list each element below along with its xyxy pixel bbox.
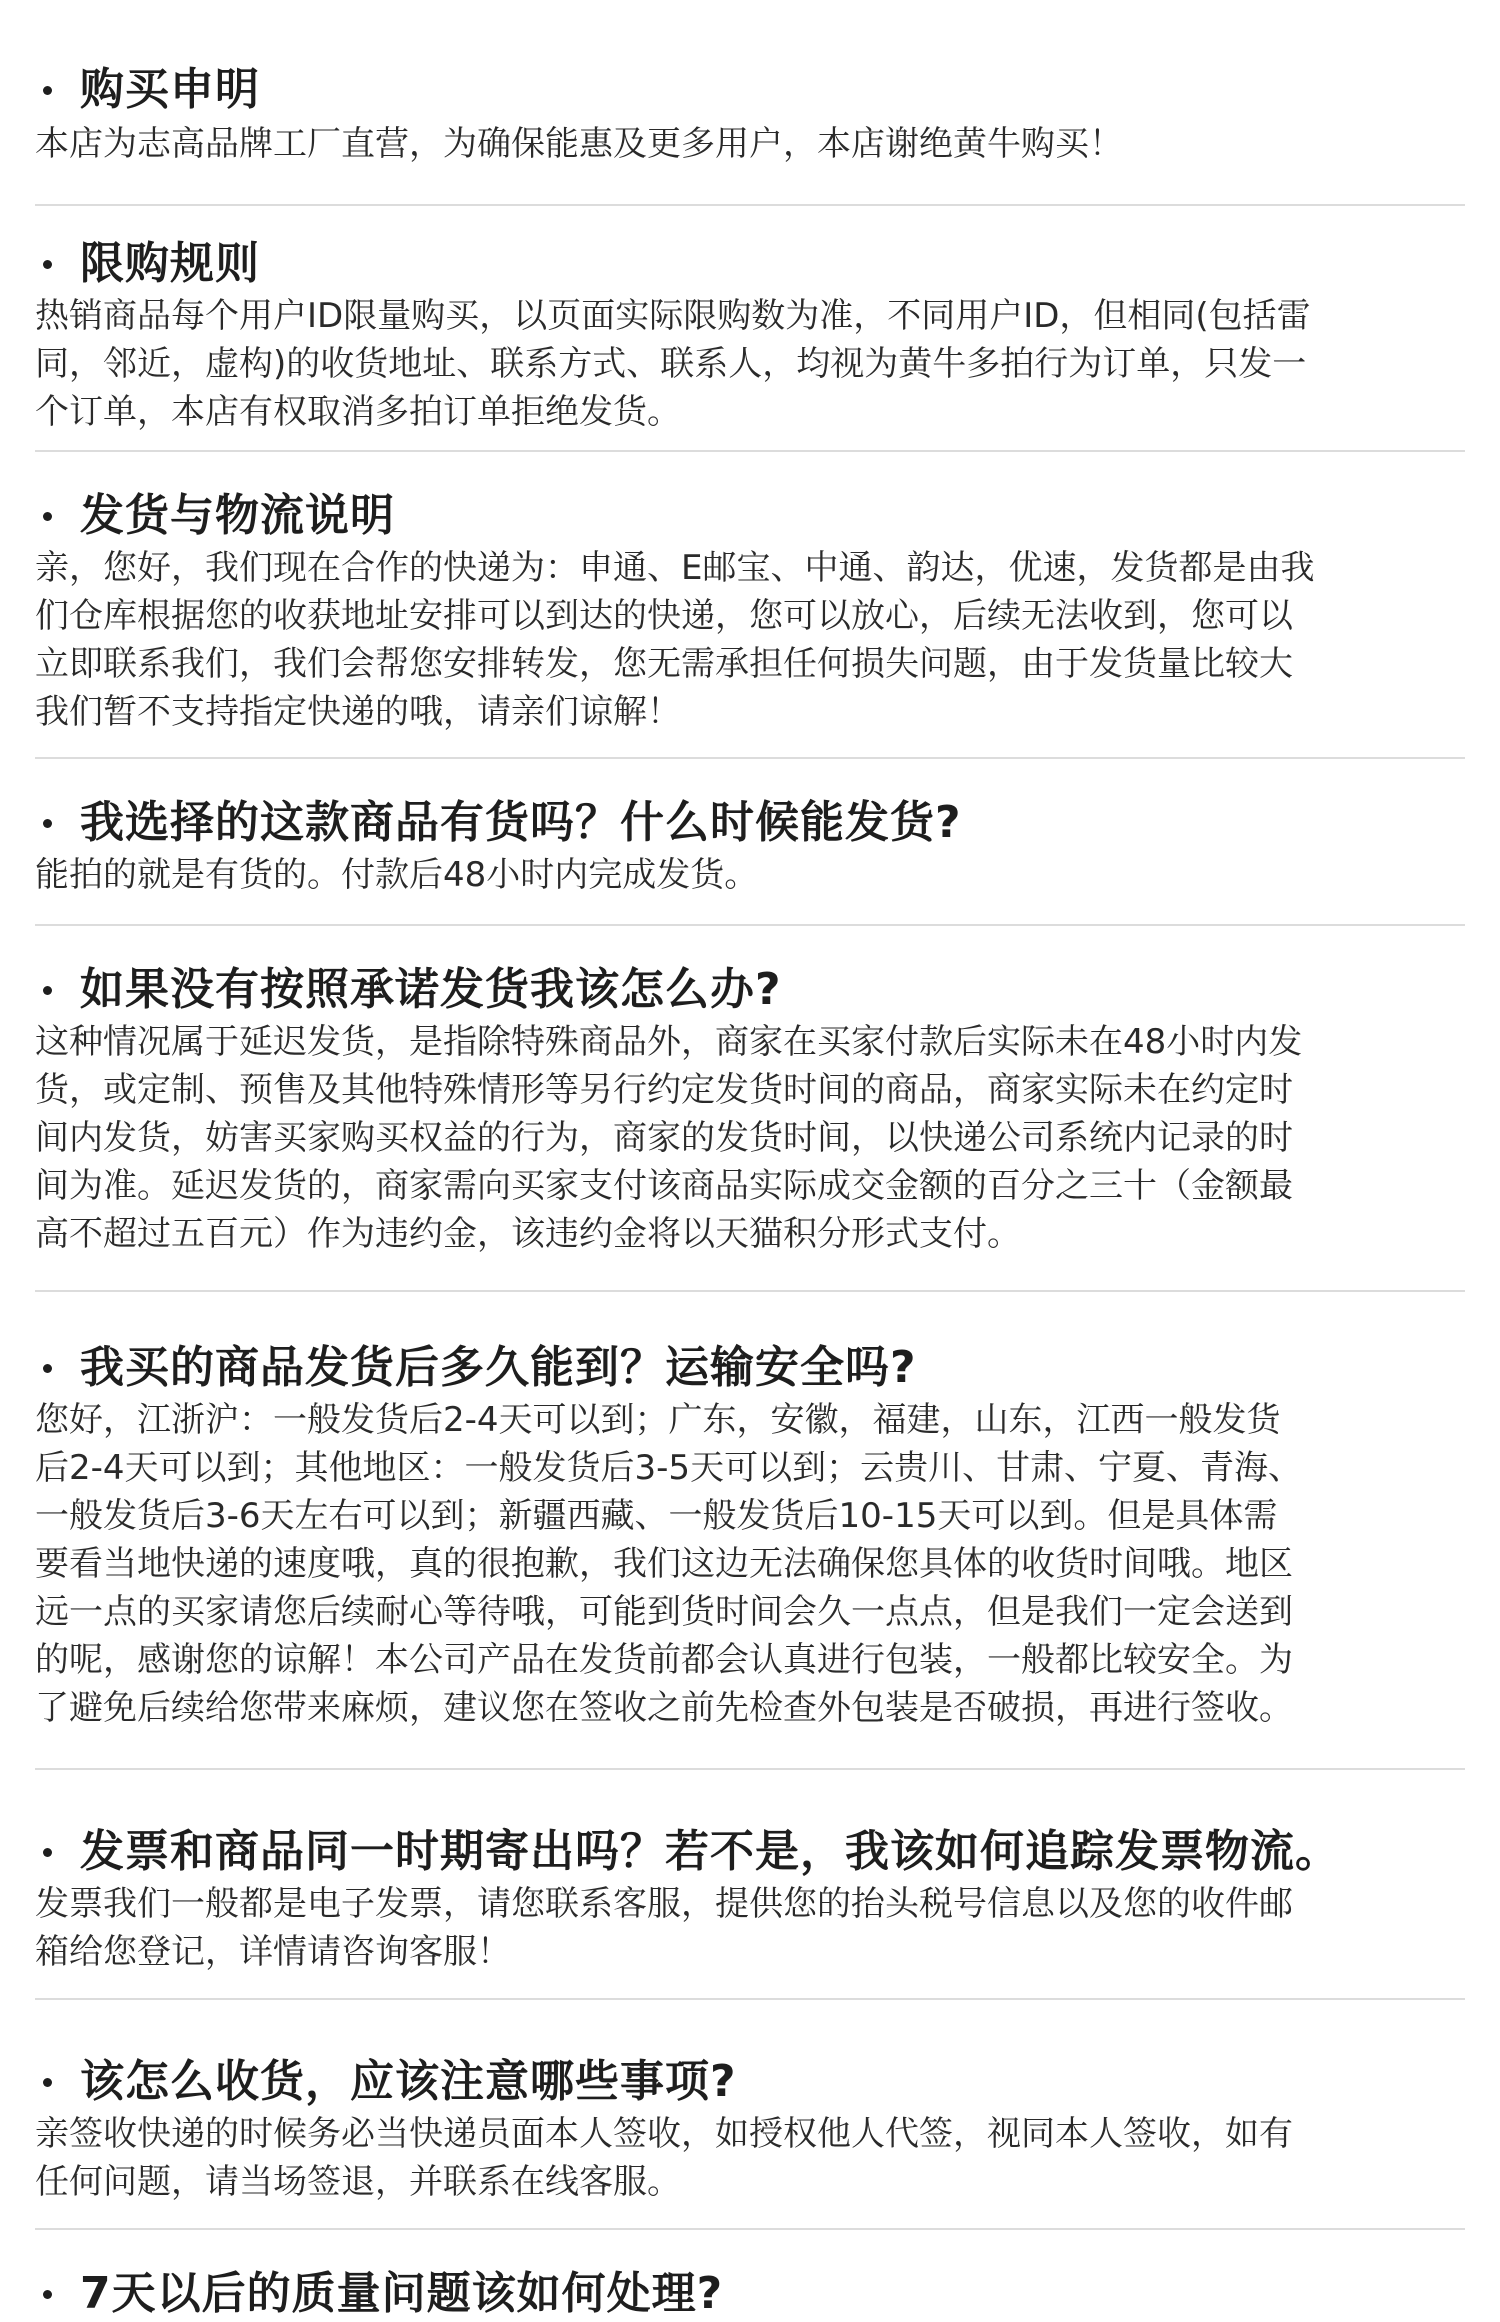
section-title: 发票和商品同一时期寄出吗？若不是，我该如何追踪发票物流。	[80, 1826, 1340, 1877]
bullet-dot	[43, 819, 52, 828]
section-title: 该怎么收货，应该注意哪些事项?	[80, 2056, 737, 2107]
section-heading	[35, 1340, 1465, 1396]
bullet-dot	[43, 512, 52, 521]
faq-section-quality-issues	[35, 2230, 1465, 2322]
section-title: 购买申明	[80, 64, 260, 115]
section-heading	[35, 236, 1465, 292]
faq-section-late-shipping	[35, 926, 1465, 1292]
faq-section-purchase-statement	[35, 0, 1465, 206]
section-body: 本店为志高品牌工厂直营，为确保能惠及更多用户，本店谢绝黄牛购买！	[35, 124, 1123, 164]
faq-section-purchase-limit	[35, 206, 1465, 452]
faq-section-stock	[35, 759, 1465, 926]
section-body: 您好，江浙沪：一般发货后2-4天可以到；广东，安徽，福建，山东，江西一般发货 后2-4天可以到；其他地区：一般发货后3-5天可以到；云贵川、甘肃、宁夏、青海、 一般发货后3-6天左右可以到；新疆西藏、一般发货后10-15天可以到。但是具体需 要看当地快递的速度哦，真的很抱歉，我们这边无法确保您具体的收货时间哦。地区 远一点的买家请您后续耐心等待哦，可能到货时间会久一点点，但是我们一定会送到 的呢，感谢您的谅解！本公司产品在发货前都会认真进行包装，一般都比较安全。为 了避免后续给您带来麻烦，建议您在签收之前先检查外包装是否破损，再进行签收。	[35, 1400, 1303, 1728]
section-body: 亲签收快递的时候务必当快递员面本人签收，如授权他人代签，视同本人签收，如有 任何问题，请当场签退，并联系在线客服。	[35, 2114, 1293, 2202]
bullet-dot	[43, 1364, 52, 1373]
section-body: 能拍的就是有货的。付款后48小时内完成发货。	[35, 855, 759, 895]
faq-section-receiving	[35, 2000, 1465, 2230]
section-body: 热销商品每个用户ID限量购买，以页面实际限购数为准，不同用户ID，但相同(包括雷 同，邻近，虚构)的收货地址、联系方式、联系人，均视为黄牛多拍行为订单，只发一 个订单，本店有权取消多拍订单拒绝发货。	[35, 296, 1311, 432]
section-body: 这种情况属于延迟发货，是指除特殊商品外，商家在买家付款后实际未在48小时内发 货，或定制、预售及其他特殊情形等另行约定发货时间的商品，商家实际未在约定时 间内发货，妨害买家购买权益的行为，商家的发货时间，以快递公司系统内记录的时 间为准。延迟发货的，商家需向买家支付该商品实际成交金额的百分之三十（金额最 高不超过五百元）作为违约金，该违约金将以天猫积分形式支付。	[35, 1022, 1303, 1254]
section-heading	[35, 962, 1465, 1018]
section-title: 我买的商品发货后多久能到？运输安全吗?	[80, 1342, 917, 1393]
bullet-dot	[43, 2078, 52, 2087]
section-body: 发票我们一般都是电子发票，请您联系客服，提供您的抬头税号信息以及您的收件邮 箱给您登记，详情请咨询客服！	[35, 1884, 1293, 1972]
section-body: 亲，您好，我们现在合作的快递为：申通、E邮宝、中通、韵达，优速，发货都是由我 们仓库根据您的收获地址安排可以到达的快递，您可以放心，后续无法收到，您可以 立即联系我们，我们会帮您安排转发，您无需承担任何损失问题，由于发货量比较大 我们暂不支持指定快递的哦，请亲们谅解！	[35, 548, 1315, 732]
section-title: 我选择的这款商品有货吗？什么时候能发货?	[80, 797, 962, 848]
bullet-dot	[43, 260, 52, 269]
section-title: 限购规则	[80, 238, 260, 289]
section-heading	[35, 62, 1465, 118]
section-title: 发货与物流说明	[80, 490, 395, 541]
faq-section-delivery-time	[35, 1292, 1465, 1770]
bullet-dot	[43, 2290, 52, 2299]
faq-section-shipping	[35, 452, 1465, 759]
section-heading	[35, 1824, 1465, 1880]
section-heading	[35, 2054, 1465, 2110]
section-title: 7天以后的质量问题该如何处理?	[80, 2268, 724, 2319]
section-heading	[35, 2266, 1465, 2322]
faq-section-invoice	[35, 1770, 1465, 2000]
section-heading	[35, 795, 1465, 851]
section-title: 如果没有按照承诺发货我该怎么办?	[80, 964, 782, 1015]
bullet-dot	[43, 86, 52, 95]
section-heading	[35, 488, 1465, 544]
bullet-dot	[43, 986, 52, 995]
bullet-dot	[43, 1848, 52, 1857]
